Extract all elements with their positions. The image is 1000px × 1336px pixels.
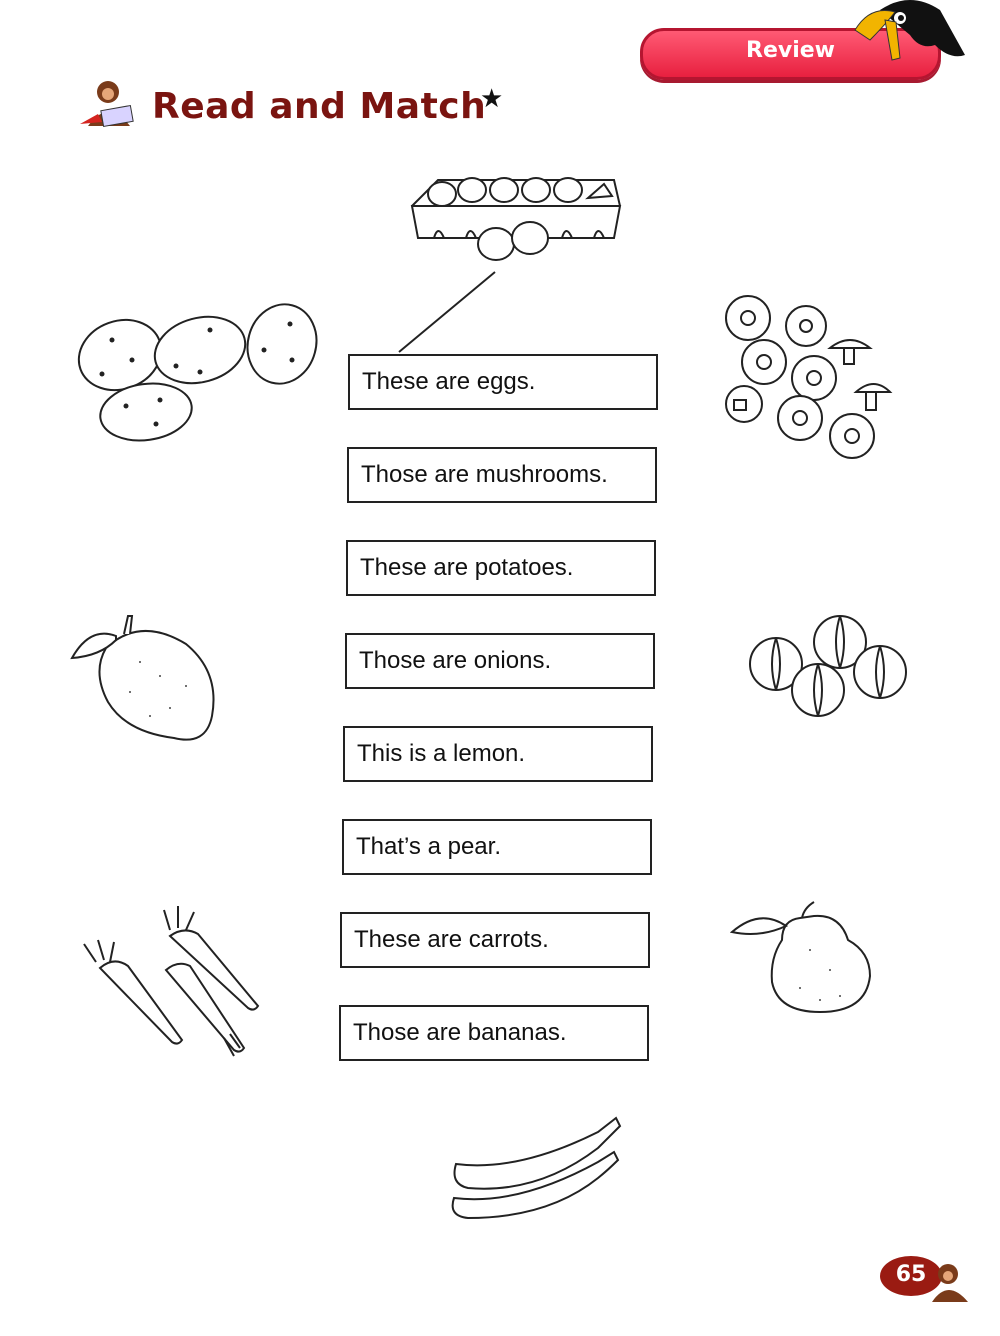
sentence-text: Those are onions. [359, 647, 552, 674]
sentence-box-potatoes[interactable] [346, 540, 656, 596]
sentence-text: Those are bananas. [353, 1019, 567, 1046]
monkey-reading-icon [80, 78, 140, 128]
lemon-icon [70, 612, 220, 748]
sentence-box-onions[interactable] [345, 633, 655, 689]
star-mark: ★ [480, 84, 504, 114]
sentence-text: That’s a pear. [356, 833, 501, 860]
page-title: Read and Match [152, 86, 487, 127]
review-label: Review [746, 38, 835, 63]
sentence-box-eggs[interactable] [348, 354, 658, 410]
match-line [395, 270, 505, 355]
sentence-box-bananas[interactable] [339, 1005, 649, 1061]
sentence-box-mushrooms[interactable] [347, 447, 657, 503]
sentence-box-carrots[interactable] [340, 912, 650, 968]
sentence-box-pear[interactable] [342, 819, 652, 875]
sentence-text: This is a lemon. [357, 740, 526, 767]
toucan-icon [840, 0, 970, 70]
onions-icon [748, 614, 913, 720]
monkey-icon [928, 1262, 972, 1302]
sentence-text: Those are mushrooms. [361, 461, 608, 488]
potatoes-icon [76, 300, 326, 450]
pear-icon [730, 900, 875, 1018]
carrots-icon [74, 900, 264, 1070]
sentence-text: These are eggs. [362, 368, 536, 395]
eggs-icon [408, 168, 624, 268]
sentence-box-lemon[interactable] [343, 726, 653, 782]
bananas-icon [448, 1112, 628, 1224]
sentence-text: These are potatoes. [360, 554, 574, 581]
page-number: 65 [895, 1262, 927, 1287]
sentence-text: These are carrots. [354, 926, 549, 953]
mushrooms-icon [718, 292, 898, 462]
